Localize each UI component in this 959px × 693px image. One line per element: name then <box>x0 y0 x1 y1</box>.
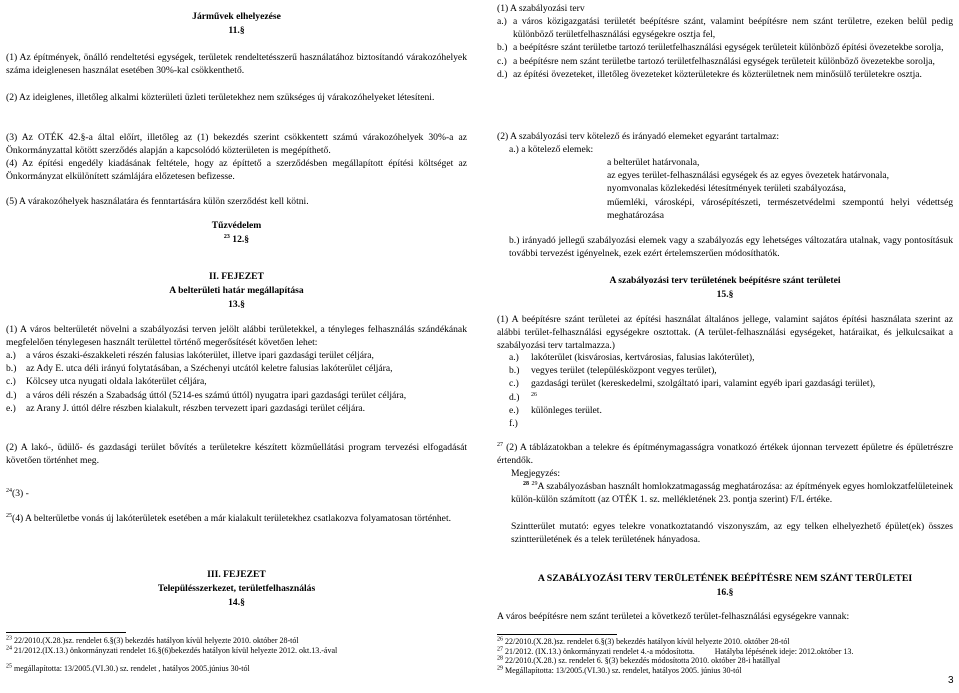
list-item: a.) a város északi-északkeleti részén falusias lakóterület, illetve ipari gazdasági terület céljára, <box>6 350 374 361</box>
list-item: b.) vegyes terület (településközpont vegyes terület), <box>509 365 717 377</box>
page-number: 3 <box>948 675 954 686</box>
list-item: d.) a város déli részén a Szabadság úttól (5214-es számú úttól) nyugatra ipari gazdasági terület céljára, <box>6 389 407 401</box>
footnote-ref-23: 23 <box>223 233 230 240</box>
list-item: b.) a beépítésre szánt területbe tartozó területfelhasználási egységek területeit különböző építési övezetekbe sorolja, <box>497 42 944 54</box>
list-item: e.) az Arany J. úttól délre részben kialakult, részben tervezett ipari gazdasági terület céljára. <box>6 402 366 414</box>
paragraph-11-2: (2) Az ideiglenes, illetőleg alkalmi közterületi üzleti területekhez nem szükséges új várakozóhelyeket létesíteni. <box>6 92 435 103</box>
section-title-15: A szabályozási terv területének beépítésre szánt területei <box>609 275 841 286</box>
szintterulet-text: Szintterület mutató: egyes telekre vonatkoztatandó viszonyszám, az egy telken elhelyezhető épület(ek) összes szintterületének és a telek területének hányadosa. <box>511 521 953 546</box>
paragraph-head-1: (1) A szabályozási terv <box>497 3 585 14</box>
section-number-12: $^{23}$ 12.§ <box>223 233 250 245</box>
footnotes-right <box>497 637 953 675</box>
list-item: c.) Kölcsey utca nyugati oldala lakóterület céljára, <box>6 376 207 388</box>
chapter-subtitle-3: Településszerkezet, területfelhasználás <box>157 583 316 594</box>
section-title-jarmuvek: Járművek elhelyezése <box>192 11 281 22</box>
megjegyzes-label: Megjegyzés: <box>511 468 561 479</box>
paragraph-13-3: $^{24}$(3) - <box>6 487 29 499</box>
list-item: f.) <box>509 418 518 430</box>
footnote: $^{29}$ Megállapította: 13/2005.(VI.30.) sz. rendelet, hatályos 2005. június 30-tól <box>497 665 742 675</box>
megjegyzes-text: $^{28}$ $^{29}$A szabályozásban használt homlokzatmagasság meghatározása: az építmények egyes homlokzatfelületeinek külön-külön számított (az OTÉK 1. sz. mellékletének 23. pontja szerint) F/L értéke. <box>511 480 953 506</box>
list-item: d.) $^{26}$ <box>509 391 537 403</box>
list-15 <box>509 351 953 430</box>
section-title-16: A SZABÁLYOZÁSI TERV TERÜLETÉNEK BEÉPÍTÉSRE NEM SZÁNT TERÜLETEI <box>537 573 913 584</box>
footnote: $^{24}$ 21/2012.(IX.13.) önkormányzati rendelet 16.§(6)bekezdés hatályon kívül helyezte 2012. okt.13.-ával <box>6 644 338 655</box>
footnote: $^{28}$ 22/2010.(X.28.) sz. rendelet 6. §(3) bekezdés módosította 2010. október 28-i hatállyal <box>497 655 781 666</box>
list-kotelezo <box>607 156 953 222</box>
list-item: c.) gazdasági terület (kereskedelmi, szolgáltató ipari, valamint egyéb ipari gazdasági terület), <box>509 378 876 390</box>
footnotes-left <box>6 636 467 674</box>
list-item: a belterület határvonala, <box>607 157 700 168</box>
paragraph-11-1: (1) Az építmények, önálló rendeltetési egységek, területek rendeltetésszerű használatához biztosítandó várakozóhelyek száma ideiglenesen használat esetében 30%-kal csökkenthető. <box>6 52 467 77</box>
paragraph-15-2: $^{27}$ (2) A táblázatokban a telekre és építménymagasságra vonatkozó értékek újonnan tervezett épületre és épületrészre értendők. <box>497 441 953 467</box>
chapter-title-3: III. FEJEZET <box>207 569 266 580</box>
chapter-subtitle-2: A belterületi határ megállapítása <box>169 285 304 296</box>
paragraph-13-4: $^{25}$(4) A belterületbe vonás új lakóterületek esetében a már kialakult területekhez csatlakozva folyamatosan történhet. <box>6 512 452 524</box>
section-number-14: 14.§ <box>228 597 245 608</box>
paragraph-head-2: (2) A szabályozási terv kötelező és irányadó elemeket egyaránt tartalmaz: <box>497 131 780 142</box>
paragraph-15-1: (1) A beépítésre szánt területei az építési használat általános jellege, valamint sajátos építési használata szerint az alábbi terület-felhasználási egységekre osztottak. (A terület-felhasználási egységeket, határaikat, és jelkulcsaikat a szabályozási terv tartalmazza.) <box>497 314 953 352</box>
footnote-separator <box>497 634 617 635</box>
paragraph-16-1: A város beépítésre nem szánt területei a következő terület-felhasználási egységekre vannak: <box>497 611 850 622</box>
section-number-11: 11.§ <box>228 25 245 36</box>
iranyado-paragraph: b.) irányadó jellegű szabályozási elemek vagy a szabályozás egy lehetséges változatára utalnak, vagy pontosításuk további tervezést igényelnek, ezek ezért értelemszerűen módosíthatók. <box>509 235 953 260</box>
footnote: $^{27}$ 21/2012. (IX.13.) önkormányzati rendelet 4.-a módosította. Hatályba lépésének ideje: 2012.október 13. <box>497 645 854 656</box>
section-title-tuzvedelem: Tűzvédelem <box>211 220 262 231</box>
paragraph-11-3: (3) Az OTÉK 42.§-a által előírt, illetőleg az (1) bekezdés szerint csökkentett számú várakozóhelyek 30%-a az Önkormányzattal kötött szerződés alapján a kapcsolódó közterületen is megépíthető. <box>6 132 467 157</box>
list-item: d.) az építési övezeteket, illetőleg övezeteket közterületekre és közterületnek nem minősülő területekre osztja. <box>497 68 922 80</box>
list-item: az egyes terület-felhasználási egységek és az egyes övezetek határvonala, <box>607 170 890 182</box>
paragraph-11-5: (5) A várakozóhelyek használatára és fenntartására külön szerződést kell kötni. <box>6 196 309 207</box>
list-terv <box>497 15 953 81</box>
footnote: $^{23}$ 22/2010.(X.28.)sz. rendelet 6.§(3) bekezdés hatályon kívül helyezte 2010. október 28-tól <box>6 635 299 645</box>
footnote: $^{25}$ megállapította: 13/2005.(VI.30.) sz. rendelet , hatályos 2005.június 30-tól <box>6 663 250 674</box>
list-13 <box>6 349 467 415</box>
list-item: műemléki, városképi, városépítészeti, természetvédelmi szempontú helyi védettség meghatározása <box>607 196 953 221</box>
section-number-15: 15.§ <box>716 289 734 300</box>
kotelezo-head: a.) a kötelező elemek: <box>509 144 594 155</box>
paragraph-11-4: (4) Az építési engedély kiadásának feltétele, hogy az építtető a szerződésben megállapított építési költséget az Önkormányzat elkülönített számlájára előzetesen befizesse. <box>6 158 467 183</box>
footnote: $^{26}$ 22/2010.(X.28.)sz. rendelet 6.§(3) bekezdés hatályon kívül helyezte 2010. október 28-tól <box>497 636 790 646</box>
list-item: a.) a város közigazgatási területét beépítésre szánt, valamint beépítésre nem szánt területre, ezeken belül pedig különböző területfelhasználási egységekre osztja fel, <box>497 16 953 41</box>
chapter-title-2: II. FEJEZET <box>209 271 264 282</box>
paragraph-13-1: (1) A város belterületét növelni a szabályozási terven jelölt alábbi területekkel, a tényleges felhasználás szándékának megfelelően ténylegesen használt területtel történő megerősítését követően lehet: <box>6 324 467 349</box>
paragraph-13-2: (2) A lakó-, üdülő- és gazdasági terület bővítés a területekre készített közműellátási program tervezési elfogadását követően történhet meg. <box>6 442 467 467</box>
section-number-13: 13.§ <box>228 299 245 310</box>
list-item: e.) különleges terület. <box>509 404 602 416</box>
list-item: b.) az Ady E. utca déli irányú folytatásában, a Széchenyi utcától keletre falusias lakóterület céljára, <box>6 363 393 375</box>
list-item: c.) a beépítésre nem szánt területbe tartozó területfelhasználási egységek területeit különböző övezetekbe sorolja, <box>497 55 935 67</box>
list-item: nyomvonalas közlekedési létesítmények területi szabályozása, <box>607 183 846 195</box>
list-item: a.) lakóterület (kisvárosias, kertvárosias, falusias lakóterület), <box>509 352 755 363</box>
footnote-separator <box>6 632 126 633</box>
section-number-16: 16.§ <box>716 587 734 598</box>
